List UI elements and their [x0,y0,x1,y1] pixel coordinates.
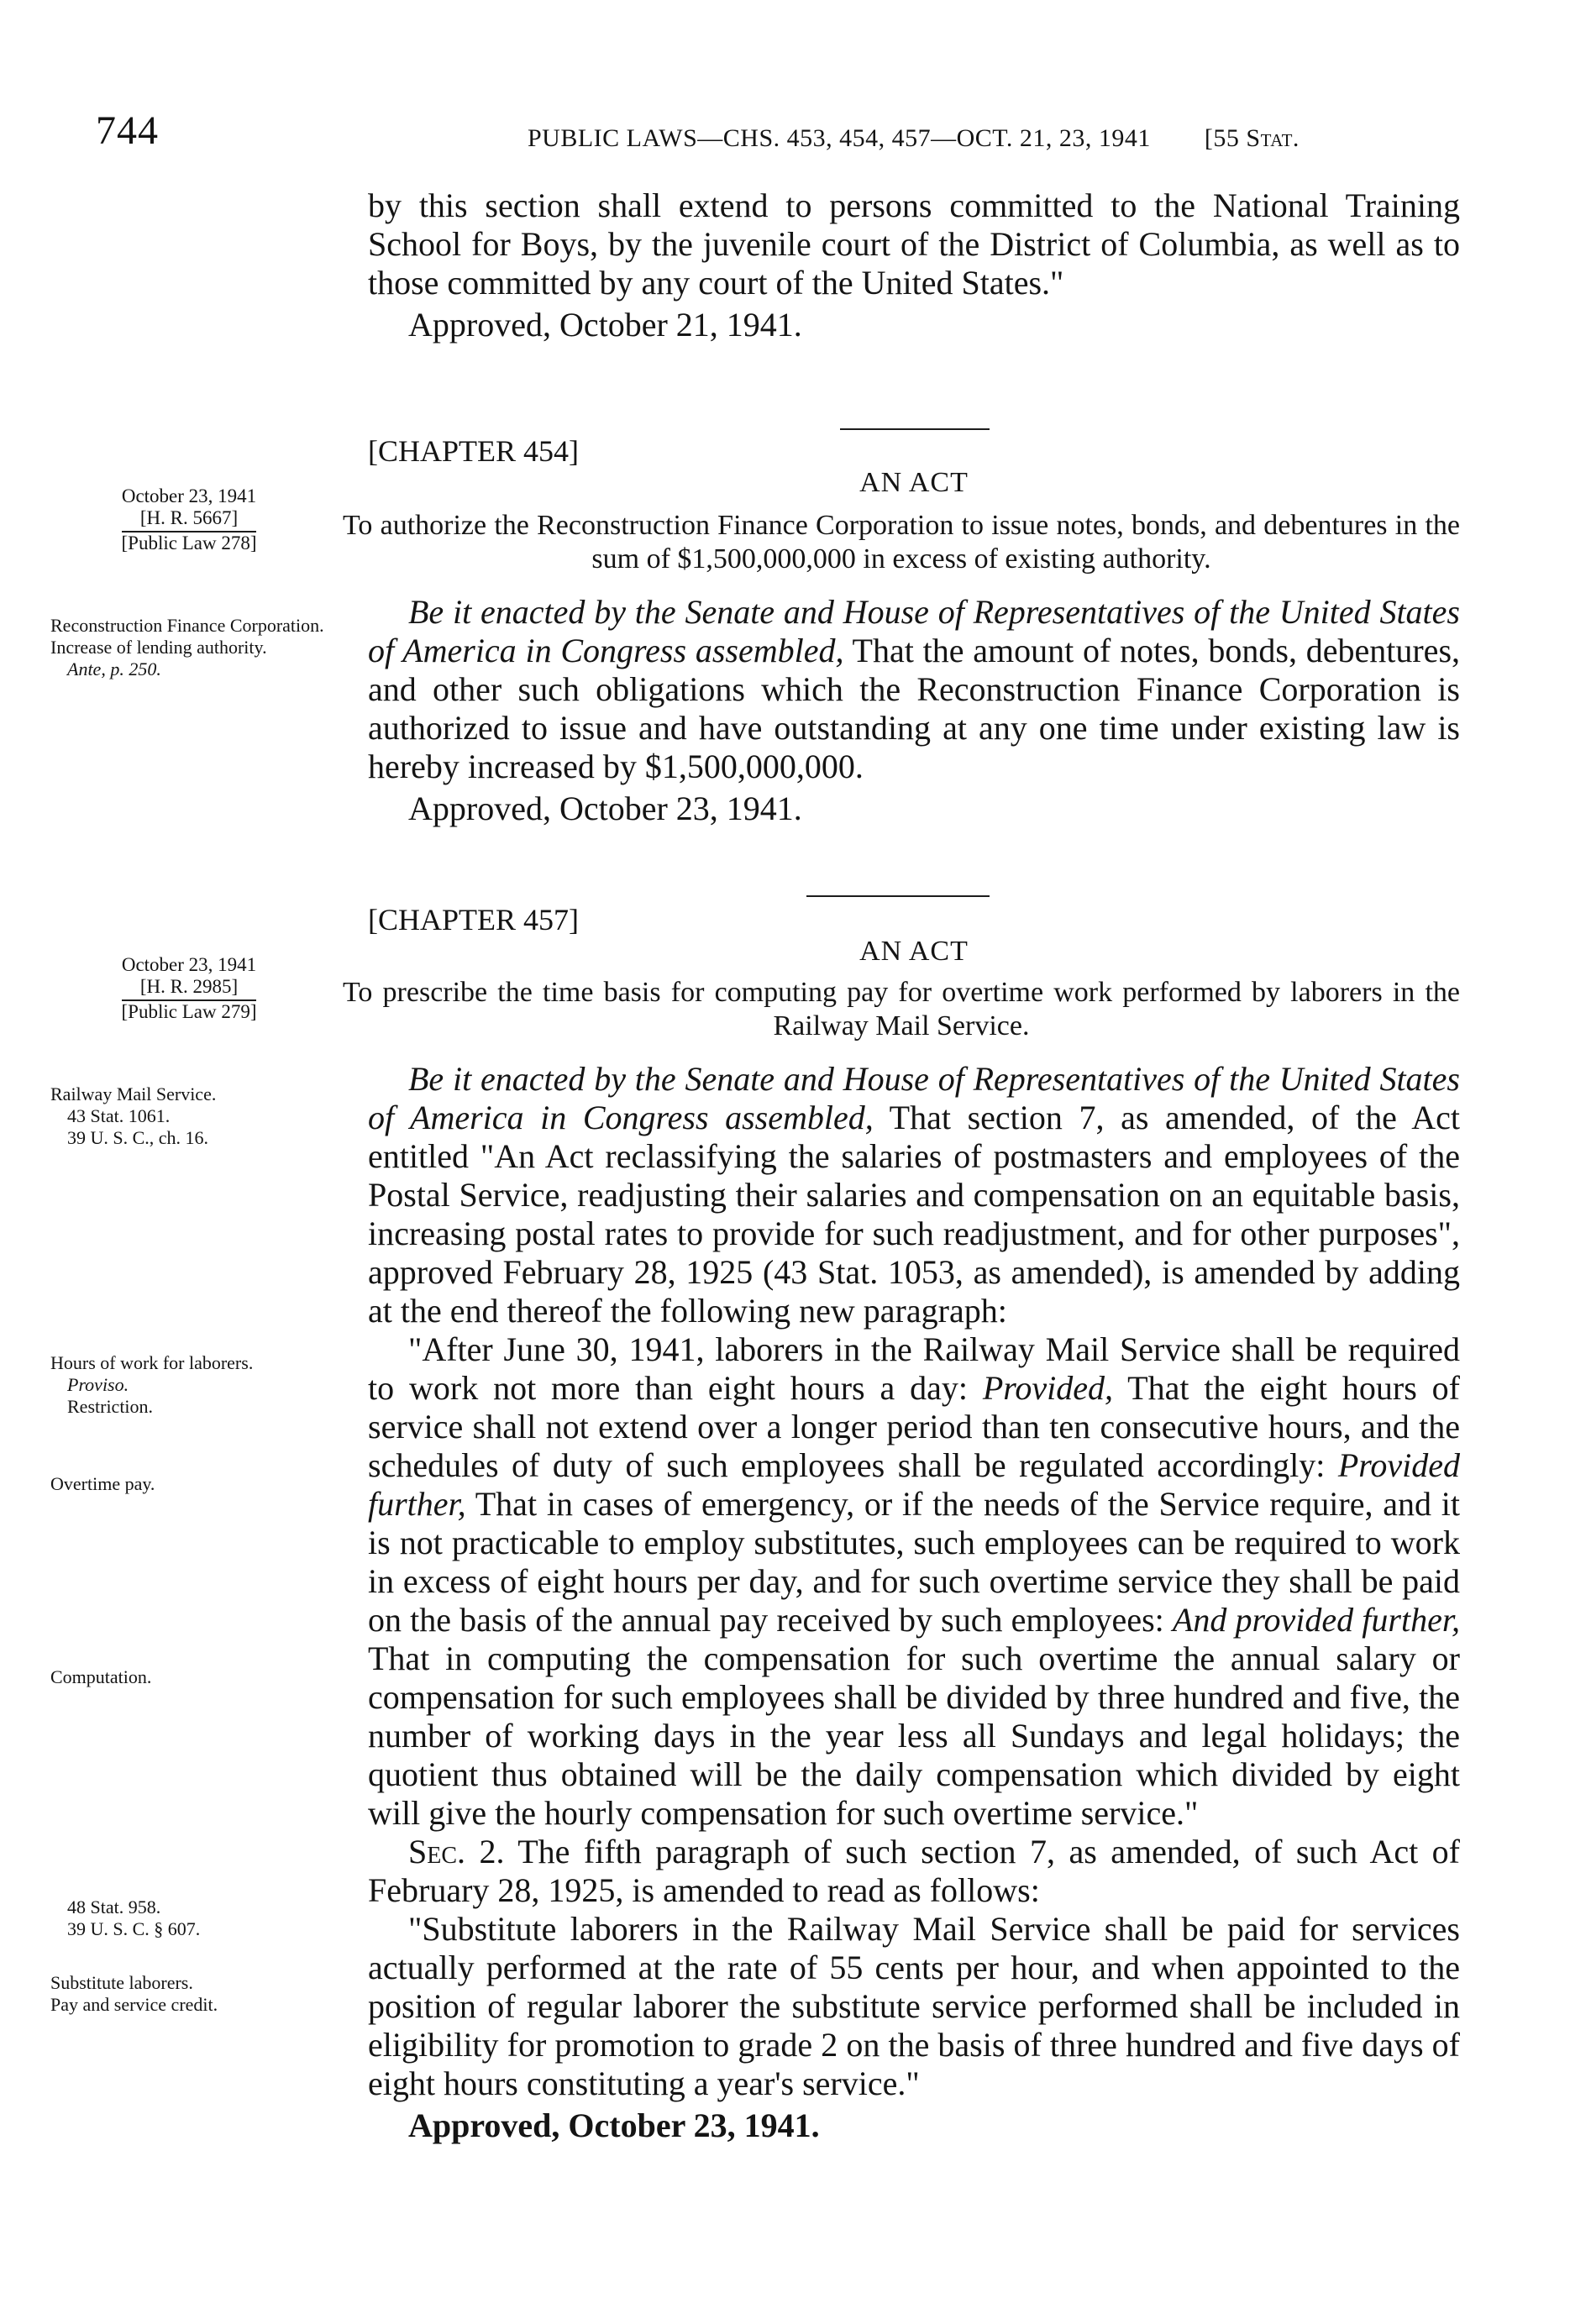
ch457-enacting-clause: Be it enacted by the Senate and House of Representatives of the United States of America in Congress assembled, [368,1060,1460,1136]
ch457-para2-b: That the eight hours of service shall not extend over a longer period than ten consecutive hours, and the schedules of duty of such employees shall be regulated accordingly: [368,1369,1460,1484]
ch457-sec2-text: The fifth paragraph of such section 7, as amended, of such Act of February 28, 1925, is amended to read as follows: [368,1833,1460,1909]
ch457-margin-restriction: Restriction. [67,1396,154,1417]
ch454-margin-note-ante: Ante, p. 250. [67,658,161,679]
ch457-margin-stat-refs [50,1896,328,1940]
ch457-provided: Provided, [982,1369,1113,1407]
ch457-margin-pay-credit: Pay and service credit. [50,1994,218,2015]
ch454-body-text: That the amount of notes, bonds, debentures, and other such obligations which the Reconstruction Finance Corporation is authorized to issue and have outstanding at any one time under existing law is hereby increased by $1,500,000,000. [368,632,1461,785]
ch454-margin-date: October 23, 1941 [121,485,257,506]
ch457-margin-substitute-laborers: Substitute laborers. [50,1972,193,1993]
running-head-title: PUBLIC LAWS—CHS. 453, 454, 457—OCT. 21, 23, 1941 [528,124,1151,152]
ch454-margin-note-increase: Increase of lending authority. [50,637,267,658]
ch457-and-provided-further: And provided further, [1172,1601,1460,1639]
ch454-chapter-label: [CHAPTER 454] [368,434,579,468]
section-divider [840,428,990,430]
section-divider [806,895,990,897]
page-number: 744 [96,108,159,153]
ch454-margin-notes [50,615,328,680]
ch457-margin-law: [Public Law 279] [121,1001,257,1022]
ch453-approved: Approved, October 21, 1941. [408,306,802,344]
ch454-body [368,593,1460,828]
ch454-margin-header [50,485,328,554]
ch457-para3: "Substitute laborers in the Railway Mail Service shall be paid for services actually performed at the rate of 55 cents per hour, and when appointed to the position of regular laborer the substitute service performed shall be included in eligibility for promotion to grade 2 on the basis of three hundred and five days of eight hours constituting a year's service." [368,1910,1460,2102]
ch457-margin-hours [50,1352,328,1418]
ch457-para2-c: That in cases of emergency, or if the needs of the Service require, and it is not practicable to employ substitutes, such employees can be required to work in excess of eight hours per day, and for such overtime service they shall be paid on the basis of the annual pay received by such employees: [368,1485,1460,1639]
ch457-margin-date: October 23, 1941 [121,954,257,975]
ch457-margin-computation: Computation. [50,1666,152,1687]
ch454-approved: Approved, October 23, 1941. [408,790,802,827]
ch457-para2-d: That in computing the compensation for such overtime the annual salary or compensation for such employees shall be divided by three hundred and five, the number of working days in the year less all Sundays and legal holidays; the quotient thus obtained will be the daily compensation which divided by eight will give the hourly compensation for such overtime service." [368,1639,1460,1832]
ch454-margin-bill: [H. R. 5667] [122,507,256,532]
ch457-margin-usc1: 39 U. S. C., ch. 16. [67,1127,209,1148]
ch457-margin-header [50,954,328,1023]
ch454-margin-law: [Public Law 278] [121,532,257,553]
ch457-margin-substitute [50,1972,328,2016]
ch454-margin-note-rfc: Reconstruction Finance Corporation. [50,615,324,636]
ch453-tail-text: by this section shall extend to persons committed to the National Training School for Boys, by the juvenile court of the District of Columbia, as well as to those committed by any court of the United States." [368,186,1460,302]
ch457-margin-railway-mail: Railway Mail Service. [50,1083,217,1104]
ch457-sec2 [368,1833,1460,1910]
ch457-margin-usc2: 39 U. S. C. § 607. [67,1918,201,1939]
ch454-heading: AN ACT [859,467,969,498]
ch457-chapter-label: [CHAPTER 457] [368,903,579,936]
ch457-margin-hours-of-work: Hours of work for laborers. [50,1352,254,1373]
running-head [528,124,1300,153]
ch457-heading: AN ACT [859,936,969,967]
ch457-title: To prescribe the time basis for computing pay for overtime work performed by laborers in the Railway Mail Service. [343,977,1460,1041]
ch457-provided-further: Provided further, [368,1446,1461,1523]
ch457-margin-rms [50,1083,328,1149]
ch457-margin-bill: [H. R. 2985] [122,976,256,1001]
ch457-margin-stat1: 43 Stat. 1061. [67,1105,171,1126]
ch457-margin-proviso: Proviso. [67,1374,129,1395]
ch453-tail [368,186,1460,344]
ch457-margin-overtime: Overtime pay. [50,1473,155,1494]
ch457-sec2-label: Sec. 2. [408,1833,505,1870]
ch457-body [368,1060,1460,2145]
ch457-para2-a: "After June 30, 1941, laborers in the Railway Mail Service shall be required to work not more than eight hours a day: [368,1330,1460,1407]
ch457-enacting-paragraph [368,1060,1460,1330]
ch457-margin-stat2: 48 Stat. 958. [67,1896,161,1917]
ch457-approved: Approved, October 23, 1941. [408,2106,820,2144]
ch454-enacting-clause: Be it enacted by the Senate and House of Representatives of the United States of America in Congress assembled, [368,593,1460,669]
volume-reference: [55 Stat. [1204,124,1300,152]
ch454-title: To authorize the Reconstruction Finance Corporation to issue notes, bonds, and debentures in the sum of $1,500,000,000 in excess of existing authority. [343,510,1460,574]
ch457-para1: That section 7, as amended, of the Act entitled "An Act reclassifying the salaries of postmasters and employees of the Postal Service, readjusting their salaries and compensation on an equitable basis, increasing postal rates to provide for such readjustment, and for other purposes", approved February 28, 1925 (43 Stat. 1053, as amended), is amended by adding at the end thereof the following new paragraph: [368,1099,1461,1330]
ch454-enacting-paragraph [368,593,1460,786]
ch457-para2 [368,1330,1460,1833]
